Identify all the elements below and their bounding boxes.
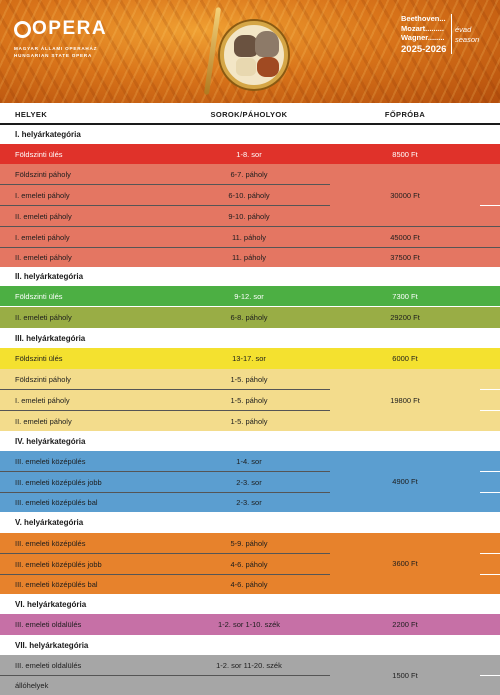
- row-place: I. emeleti páholy: [15, 190, 70, 200]
- price-cell: 4900 Ft: [330, 451, 480, 512]
- logo-text: OPERA: [32, 18, 108, 39]
- row-seats: 1-5. páholy: [230, 395, 268, 405]
- category-heading: II. helyárkategória: [15, 272, 84, 281]
- category-heading: IV. helyárkategória: [15, 436, 86, 446]
- column-header-places: HELYEK: [15, 110, 48, 119]
- season-labels: [455, 25, 479, 45]
- season-label-hu: évad: [455, 25, 472, 34]
- category-heading: I. helyárkategória: [15, 129, 81, 139]
- row-seats: 2-3. sor: [236, 498, 262, 507]
- row-seats: 1-5. páholy: [230, 374, 268, 384]
- price-cell: 19800 Ft: [330, 369, 480, 431]
- row-place: III. emeleti oldalülés: [15, 660, 82, 670]
- composers-medallion: [220, 21, 288, 89]
- row-seats: 13-17. sor: [232, 354, 266, 363]
- row-seats: 1-2. sor 1-10. szék: [217, 620, 281, 629]
- row-seats: 9-10. páholy: [228, 211, 270, 221]
- composer-mozart: Mozart.........: [401, 23, 444, 33]
- row-place: Földszinti ülés: [15, 149, 63, 159]
- column-header-dress-rehearsal: FŐPRÓBA: [384, 110, 426, 119]
- row-seats: 4-6. páholy: [230, 559, 268, 569]
- row-place: II. emeleti páholy: [15, 253, 72, 262]
- row-seats: 11. páholy: [231, 232, 267, 242]
- row-seats: 6-10. páholy: [228, 190, 270, 200]
- row-place: III. emeleti középülés jobb: [15, 559, 102, 569]
- season-divider: [451, 14, 452, 54]
- row-place: Földszinti páholy: [15, 170, 71, 179]
- row-seats: 1-5. páholy: [230, 416, 268, 426]
- row-seats: 6-8. páholy: [230, 313, 268, 322]
- row-seats: 11. páholy: [231, 253, 267, 262]
- row-seats: 5-9. páholy: [230, 538, 268, 548]
- price-cell: 45000 Ft: [330, 227, 480, 247]
- row-place: III. emeleti oldalülés: [15, 620, 82, 629]
- row-place: III. emeleti középülés: [15, 538, 86, 548]
- price-cell: 1500 Ft: [330, 655, 480, 695]
- logo-subtitle-hu: MAGYAR ÁLLAMI OPERAHÁZ: [14, 46, 98, 51]
- row-place: II. emeleti páholy: [15, 313, 72, 322]
- row-place: III. emeleti középülés jobb: [15, 477, 102, 487]
- row-seats: 1-2. sor 11-20. szék: [216, 660, 282, 670]
- row-place: Földszinti ülés: [15, 291, 63, 301]
- row-place: Földszinti páholy: [15, 374, 71, 384]
- price-cell: 8500 Ft: [330, 144, 480, 164]
- logo-subtitle-en: HUNGARIAN STATE OPERA: [14, 53, 93, 58]
- category-heading: V. helyárkategória: [15, 518, 84, 527]
- row-seats: 2-3. sor: [236, 477, 262, 487]
- row-place: Földszinti ülés: [15, 354, 63, 363]
- row-place: III. emeleti középülés bal: [15, 580, 98, 589]
- row-place: III. emeleti középülés bal: [15, 498, 98, 507]
- row-seats: 4-6. páholy: [230, 580, 268, 589]
- row-seats: 1-8. sor: [236, 149, 262, 159]
- season-label-en: season: [455, 35, 480, 44]
- price-cell: 29200 Ft: [330, 307, 480, 328]
- row-place: II. emeleti páholy: [15, 416, 72, 426]
- row-seats: 6-7. páholy: [230, 170, 268, 179]
- row-place: I. emeleti páholy: [15, 395, 70, 405]
- composer-wagner: Wagner........: [401, 33, 445, 42]
- price-cell: 37500 Ft: [330, 248, 480, 267]
- row-place: III. emeleti középülés: [15, 456, 86, 466]
- row-seats: 1-4. sor: [236, 456, 262, 466]
- composer-beethoven: Beethoven...: [401, 14, 446, 23]
- row-place: I. emeleti páholy: [15, 232, 70, 242]
- row-place: állóhelyek: [15, 681, 49, 690]
- header-banner: [0, 0, 500, 103]
- category-heading: VII. helyárkategória: [15, 640, 89, 650]
- price-cell: 3600 Ft: [330, 533, 480, 594]
- composer-list: [401, 14, 446, 43]
- category-heading: III. helyárkategória: [15, 333, 86, 343]
- baton-icon: [204, 7, 221, 95]
- price-cell: 6000 Ft: [330, 348, 480, 369]
- row-place: II. emeleti páholy: [15, 211, 72, 221]
- column-header-rows-boxes: SOROK/PÁHOLYOK: [210, 110, 288, 119]
- price-cell: 2200 Ft: [330, 614, 480, 635]
- price-cell: 30000 Ft: [330, 164, 480, 226]
- category-heading: VI. helyárkategória: [15, 599, 87, 609]
- price-cell: 7300 Ft: [330, 286, 480, 306]
- opera-logo: [14, 18, 107, 59]
- logo-o-icon: [14, 21, 31, 38]
- season-years: 2025-2026: [401, 44, 447, 55]
- row-seats: 9-12. sor: [234, 291, 264, 301]
